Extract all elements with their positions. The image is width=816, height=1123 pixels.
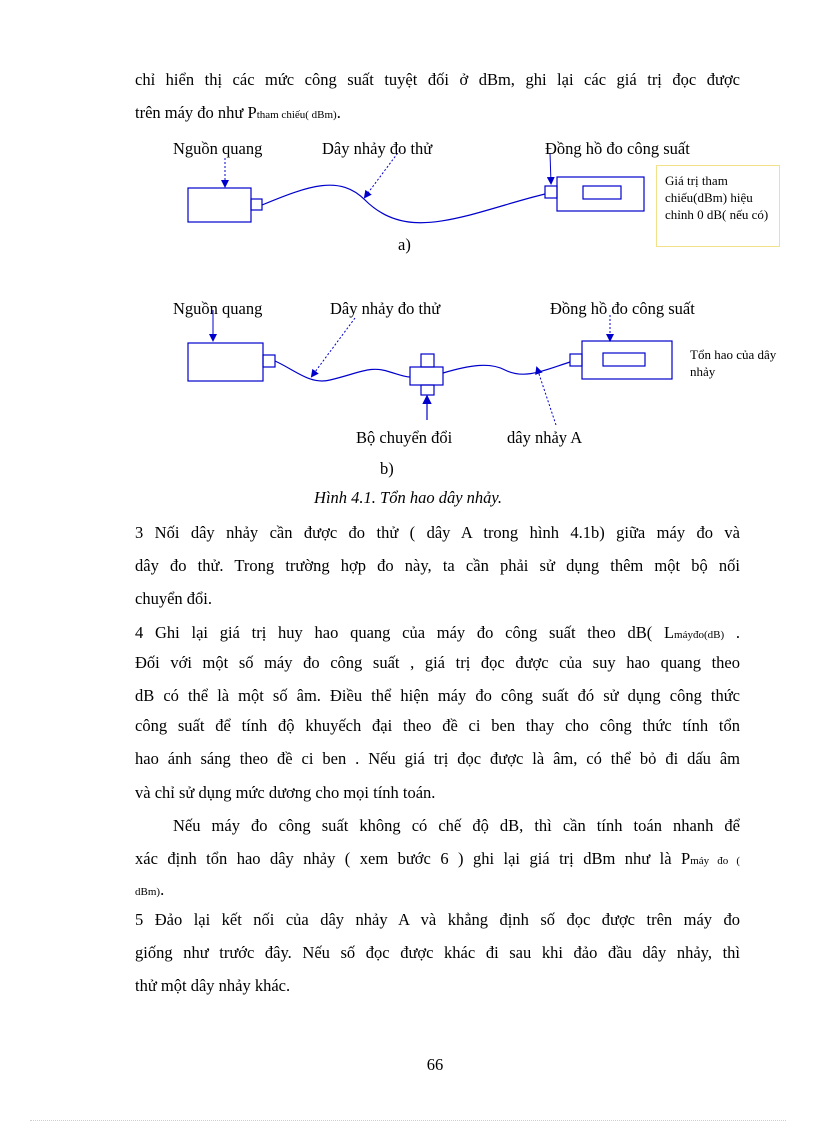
subscript: tham chiếu( dBm) [256,109,337,121]
light-source-box [188,188,251,222]
adapter-bottom [421,385,434,395]
label-test-cable: Dây nhảy đo thử [322,139,433,158]
label-test-cable: Dây nhảy đo thử [330,299,441,318]
connector [251,199,262,210]
label-power-meter: Đồng hồ đo công suất [550,299,695,318]
body-line [135,849,740,871]
label-cable-a: dây nhảy A [507,428,583,447]
figure-tag-b: b) [380,459,394,478]
pointer-arrow [537,368,556,425]
body-line: dây đo thử. Trong trường hợp đo này, ta cần phải sử dụng thêm một bộ nối [135,556,740,575]
subscript: dBm) [135,886,161,898]
light-source-box [188,343,263,381]
page-number: 66 [426,1055,444,1074]
body-line [135,880,740,902]
figure-caption: Hình 4.1. Tổn hao dây nhảy. [314,488,502,507]
connector [545,186,557,198]
cable-a [443,362,570,374]
body-line: 3 Nối dây nhảy cần được đo thử ( dây A trong hình 4.1b) giữa máy đo và [135,523,740,542]
body-text: xác định tổn hao dây nhảy ( xem bước 6 ) ghi lại giá trị dBm như là P [135,849,691,868]
body-line: Đối với một số máy đo công suất , giá trị đọc được của suy hao quang theo [135,653,740,672]
reference-note-box: Giá trị tham chiếu(dBm) hiệu chỉnh 0 dB( nếu có) [656,165,780,247]
label-light-source: Nguồn quang [173,139,263,158]
body-text: . [160,880,165,899]
connector [570,354,582,366]
label-light-source: Nguồn quang [173,299,263,318]
subscript: máyđo(dB) [674,629,725,641]
body-line: Nếu máy đo công suất không có chế độ dB, thì cần tính toán nhanh để [173,816,740,835]
body-line: chỉ hiển thị các mức công suất tuyệt đối ở dBm, ghi lại các giá trị đọc được [135,70,740,89]
body-line: hao ánh sáng theo đề ci ben . Nếu giá trị đọc được là âm, có thể bỏ đi dấu âm [135,749,740,768]
adapter-body [410,367,443,385]
body-text: 4 Ghi lại giá trị huy hao quang của máy đo công suất theo dB( L [135,623,675,642]
meter-display [603,353,645,366]
loss-note: Tổn hao của dây nhảy [690,347,777,379]
body-text: . [724,623,741,642]
meter-display [583,186,621,199]
body-text: . [336,103,341,122]
body-line: và chỉ sử dụng mức dương cho mọi tính toán. [135,783,436,802]
power-meter-box [582,341,672,379]
test-cable [262,185,545,223]
pointer-arrow [312,318,355,376]
adapter-top [421,354,434,367]
body-line: thử một dây nhảy khác. [135,976,291,995]
label-power-meter: Đồng hồ đo công suất [545,139,690,158]
body-line [135,623,740,645]
power-meter-box [557,177,644,211]
figure-tag-a: a) [398,235,411,254]
body-line: giống như trước đây. Nếu số đọc được khác đi sau khi đảo đầu dây nhảy, thì [135,943,740,962]
subscript: máy đo ( [690,855,740,867]
body-text: trên máy đo như P [135,103,257,122]
body-line: 5 Đảo lại kết nối của dây nhảy A và khẳng định số đọc được trên máy đo [135,910,740,929]
test-cable [275,361,410,381]
label-adapter: Bộ chuyển đổi [356,428,453,447]
body-line: công suất để tính độ khuyếch đại theo đề ci ben thay cho công thức tính tổn [135,716,740,735]
connector [263,355,275,367]
body-line: chuyển đổi. [135,589,212,608]
body-line: dB có thể là một số âm. Điều thể hiện máy đo công suất đó sử dụng công thức [135,686,740,705]
footer-divider [30,1120,786,1121]
